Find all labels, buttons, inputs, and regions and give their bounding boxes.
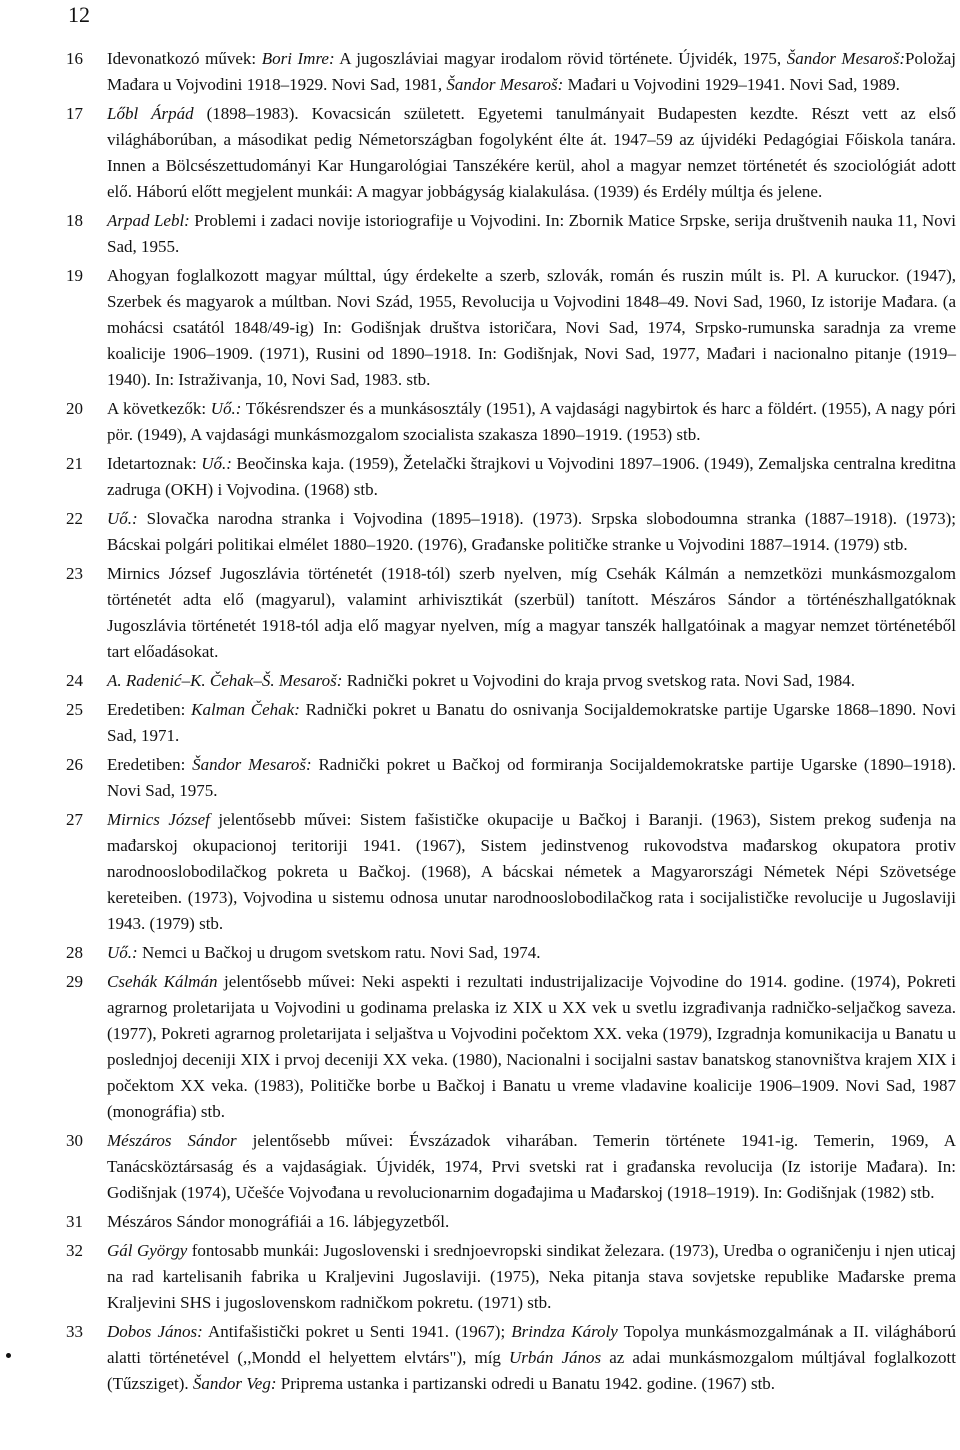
footnote-28 — [66, 940, 956, 966]
footnote-italic-segment: Gál György — [107, 1241, 188, 1260]
footnote-number: 30 — [66, 1131, 83, 1150]
footnote-segment: Eredetiben: — [107, 700, 192, 719]
footnote-segment: Eredetiben: — [107, 755, 193, 774]
footnote-text — [107, 1238, 960, 1316]
footnote-segment: A következők: — [107, 399, 211, 418]
footnote-24 — [66, 668, 956, 694]
footnote-segment: A jugoszláviai magyar irodalom rövid története. Újvidék, 1975, — [334, 49, 787, 68]
footnote-17 — [66, 101, 960, 205]
footnote-text — [107, 1128, 960, 1206]
footnote-italic-segment: Šandor Mesaroš: — [192, 755, 312, 774]
footnote-31 — [66, 1209, 956, 1235]
footnote-segment: Beočinska kaja. (1959), Žetelački štrajkovi u Vojvodini 1897–1906. (1949), Zemaljska centralna kreditna zadruga (OKH) i Vojvodina. (1968) stb. — [107, 454, 960, 499]
footnote-text — [107, 263, 960, 393]
footnote-number: 22 — [66, 509, 83, 528]
footnote-italic-segment: Mirnics József — [107, 810, 210, 829]
footnote-number: 33 — [66, 1322, 83, 1341]
footnote-segment: fontosabb munkái: Jugoslovenski i srednjoevropski sindikat železara. (1973), Uredba o ograničenju i njen uticaj na rad kartelisanih fabrika u Kraljevini Jugoslaviji. (1975), Neka pitanja stava sovjetske republike Mađarske prema Kraljevini SHS i jugoslovenskom radničkom pokretu. (1971) stb. — [107, 1241, 960, 1312]
footnote-25 — [66, 697, 960, 749]
footnote-italic-segment: Lőbl Árpád — [107, 104, 194, 123]
footnote-italic-segment: Kalman Čehak: — [191, 700, 300, 719]
footnote-text — [107, 101, 960, 205]
footnote-italic-segment: Šandor Mesaroš: — [446, 75, 564, 94]
footnote-number: 20 — [66, 399, 83, 418]
footnote-segment: Položaj Mađara u Vojvodini 1918–1929. Novi Sad, 1981, — [107, 49, 960, 94]
footnote-segment: Mészáros Sándor monográfiái a 16. lábjegyzetből. — [107, 1212, 450, 1231]
footnote-20 — [66, 396, 960, 448]
footnote-text — [107, 697, 960, 749]
footnote-segment: (1898–1983). Kovacsicán született. Egyetemi tanulmányait Budapesten kezdte. Részt vett az első világháborúban, a másodikat pedig Németországban fogolyként élte át. 1947–59 az újvidéki Pedagógiai Főiskola tanára. Innen a Bölcsészettudományi Kar Hungarológiai Tanszékére kerül, ahol a magyar nemzet történetét és szociológiát adott elő. Háború előtt megjelent munkái: A magyar jobbágyság kialakulása. (1939) és Erdély múltja és jelene. — [107, 104, 960, 201]
footnote-text — [107, 561, 960, 665]
footnote-segment: Mađari u Vojvodini 1929–1941. Novi Sad, 1989. — [563, 75, 900, 94]
footnote-text — [107, 668, 956, 694]
footnote-number: 25 — [66, 700, 83, 719]
footnote-number: 29 — [66, 972, 83, 991]
footnote-italic-segment: Uő.: — [107, 509, 138, 528]
footnote-italic-segment: Šandor Mesaroš: — [786, 49, 906, 68]
footnote-segment: Nemci u Bačkoj u drugom svetskom ratu. Novi Sad, 1974. — [137, 943, 541, 962]
footnote-number: 28 — [66, 943, 83, 962]
footnote-italic-segment: Bori Imre: — [261, 49, 335, 68]
footnote-italic-segment: Brindza Károly — [511, 1322, 618, 1341]
footnote-italic-segment: Arpad Lebl: — [107, 211, 190, 230]
footnote-segment: Radnički pokret u Banatu do osnivanja Socijaldemokratske partije Ugarske 1868–1890. Novi Sad, 1971. — [107, 700, 960, 745]
footnote-segment: jelentősebb művei: Sistem fašističke okupacije u Bačkoj i Baranji. (1963), Sistem prekog suđenja na mađarskoj okupacionoj teritoriji 1941. (1967), Sistem jedinstvenog rukovodstva mađarskog okupatora protiv narodnooslobodilačkog pokreta u Bačkoj. (1968), A bácskai németek a Magyarországi Németek Népi Szövetsége kereteiben. (1973), Vojvodina u sistemu odnosa unutar narodnooslobodilačkog rata i socijalističke revolucije u Jugoslaviji 1943. (1979) stb. — [107, 810, 960, 933]
footnote-italic-segment: Uő.: — [210, 399, 242, 418]
footnote-segment: jelentősebb művei: Neki aspekti i rezultati industrijalizacije Vojvodine do 1914. godine. (1974), Pokreti agrarnog proletarijata u Vojvodini u godinama prelaska iz XIX u XX vek u svetlu izgrađivanja radničko-seljačkog saveza. (1977), Pokreti agrarnog proletarijata i seljaštva u Vojvodini počektom XX. veka (1979), Izgradnja komunikacija u Banatu u poslednjoj deceniji XIX i prvoj deceniji XX veka. (1980), Nacionalni i socijalni sastav banatskog stanovništva krajem XIX i počektom XX veka. (1983), Političke borbe u Bačkoj i Banatu u vreme vladavine koalicije 1906–1909. Novi Sad, 1987 (monográfia) stb. — [107, 972, 960, 1121]
footnote-italic-segment: Uő.: — [201, 454, 232, 473]
footnote-text — [107, 969, 960, 1125]
footnote-text — [107, 807, 960, 937]
footnote-italic-segment: Dobos János: — [107, 1322, 203, 1341]
footnote-text — [107, 396, 960, 448]
footnote-segment: Ahogyan foglalkozott magyar múlttal, úgy érdekelte a szerb, szlovák, román és ruszin múlt is. Pl. A kuruckor. (1947), Szerbek és magyarok a múltban. Novi Szád, 1955, Revolucija u Vojvodini 1848–49. Novi Sad, 1960, Iz istorije Mađara. (a mohácsi csatától 1848/49-ig) In: Godišnjak društva istoričara, Novi Sad, 1974, Srpsko-rumunska saradnja za vreme koalicije 1906–1909. (1971), Rusini od 1890–1918. In: Godišnjak, Novi Sad, 1977, Mađari i nacionalno pitanje (1919–1940). In: Istraživanja, 10, Novi Sad, 1983. stb. — [107, 266, 960, 389]
footnote-30 — [66, 1128, 960, 1206]
footnote-number: 21 — [66, 454, 83, 473]
footnote-text — [107, 208, 960, 260]
footnote-number: 24 — [66, 671, 83, 690]
footnote-segment: Tőkésrendszer és a munkásosztály (1951), A vajdasági nagybirtok és harc a földért. (1955), A nagy póri pör. (1949), A vajdasági munkásmozgalom szocialista szakasza 1890–1919. (1953) stb. — [107, 399, 960, 444]
footnote-italic-segment: Šandor Veg: — [192, 1374, 277, 1393]
footnote-italic-segment: Mészáros Sándor — [107, 1131, 237, 1150]
footnote-22 — [66, 506, 960, 558]
footnote-33 — [66, 1319, 960, 1397]
footnote-italic-segment: Uő.: — [107, 943, 138, 962]
footnote-segment: Mirnics József Jugoszlávia történetét (1918-tól) szerb nyelven, míg Csehák Kálmán a nemzetközi munkásmozgalom történetét adta elő (magyarul), valamint arhivisztikát (szerbül) tanított. Mészáros Sándor a történészhallgatóknak Jugoszlávia történetét 1918-tól adja elő magyar nyelven, míg a magyar tanszék hallgatóinak a magyar nemzet történetéből tart előadásokat. — [107, 564, 960, 661]
footnote-32 — [66, 1238, 960, 1316]
footnote-text — [107, 451, 960, 503]
footnote-italic-segment: Urbán János — [509, 1348, 602, 1367]
footnote-list — [66, 46, 960, 1400]
footnote-segment: Radnički pokret u Vojvodini do kraja prvog svetskog rata. Novi Sad, 1984. — [342, 671, 856, 690]
page-number: 12 — [68, 2, 90, 27]
footnote-text — [107, 1209, 956, 1235]
footnote-segment: Slovačka narodna stranka i Vojvodina (1895–1918). (1973). Srpska slobodoumna stranka (1887–1918). (1973); Bácskai polgári politikai elmélet 1880–1920. (1976), Građanske političke stranke u Vojvodini 1887–1914. (1979) stb. — [107, 509, 960, 554]
footnote-segment: Problemi i zadaci novije istoriografije u Vojvodini. In: Zbornik Matice Srpske, serija društvenih nauka 11, Novi Sad, 1955. — [107, 211, 960, 256]
footnote-text — [107, 506, 960, 558]
footnote-23 — [66, 561, 960, 665]
footnote-27 — [66, 807, 960, 937]
footnote-number: 17 — [66, 104, 83, 123]
footnote-segment: Pripremа ustanka i partizanski odredi u Banatu 1942. godine. (1967) stb. — [276, 1374, 776, 1393]
footnote-segment: Radnički pokret u Bačkoj od formiranja Socijaldemokratske partije Ugarske (1890–1918). Novi Sad, 1975. — [107, 755, 960, 800]
footnote-italic-segment: Csehák Kálmán — [107, 972, 218, 991]
footnote-19 — [66, 263, 960, 393]
footnote-26 — [66, 752, 960, 804]
footnote-16 — [66, 46, 960, 98]
footnote-21 — [66, 451, 960, 503]
footnote-number: 27 — [66, 810, 83, 829]
footnote-number: 31 — [66, 1212, 83, 1231]
footnote-text — [107, 46, 960, 98]
footnote-18 — [66, 208, 960, 260]
footnote-number: 26 — [66, 755, 83, 774]
footnote-text — [107, 940, 956, 966]
footnote-number: 18 — [66, 211, 83, 230]
footnote-segment: Idevonatkozó művek: — [107, 49, 262, 68]
footnote-segment: Topolya munkásmozgalmának a II. világháború alatti történetével (,,Mondd el helyettem elvtárs"), míg — [107, 1322, 960, 1367]
footnote-segment: Antifašistički pokret u Senti 1941. (1967); — [202, 1322, 512, 1341]
footnote-text — [107, 752, 960, 804]
footnote-number: 19 — [66, 266, 83, 285]
footnote-text — [107, 1319, 960, 1397]
footnote-29 — [66, 969, 960, 1125]
footnote-number: 23 — [66, 564, 83, 583]
footnote-number: 32 — [66, 1241, 83, 1260]
footnote-segment: Idetartoznak: — [107, 454, 202, 473]
footnote-number: 16 — [66, 49, 83, 68]
footnote-italic-segment: A. Radenić–K. Čehak–Š. Mesaroš: — [107, 671, 343, 690]
footnote-segment: jelentősebb művei: Évszázadok viharában. Temerin története 1941-ig. Temerin, 1969, A Tanácsköztársaság és a vajdaságiak. Újvidék, 1974, Prvi svetski rat i građanska revolucija (Iz istorije Mađara). In: Godišnjak (1974), Učešće Vojvođana u revolucionarnim događajima u Mađarskoj (1918–1919). In: Godišnjak (1982) stb. — [107, 1131, 960, 1202]
stray-ink-dot — [6, 1353, 11, 1358]
footnote-segment: az adai munkásmozgalom múltjával foglalkozott (Tűzsziget). — [107, 1348, 960, 1393]
